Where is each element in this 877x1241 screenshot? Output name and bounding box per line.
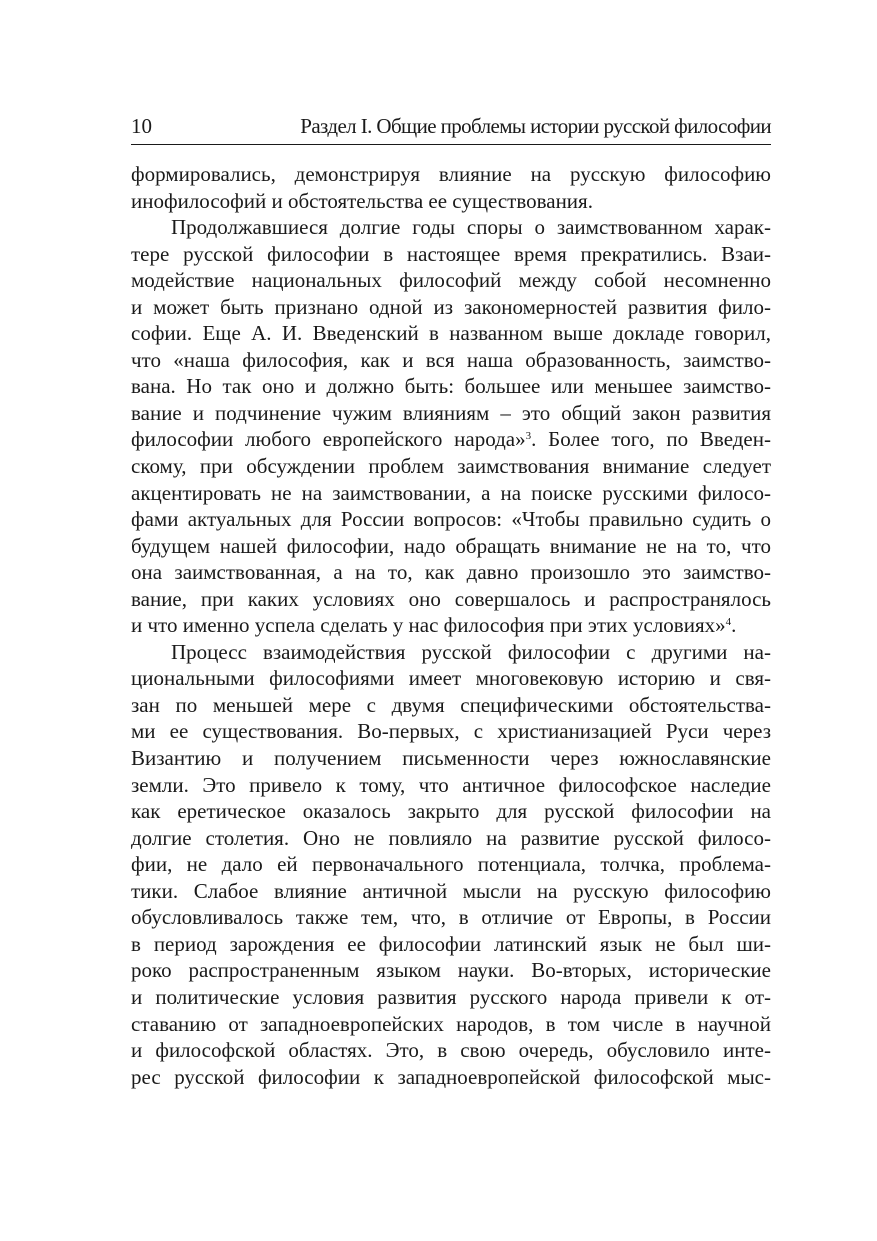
text-line: в период зарождения ее философии латинский язык не был ши- [131, 931, 771, 956]
text-line: и философской областях. Это, в свою очередь, обусловило инте- [131, 1038, 771, 1063]
text-line: тики. Слабое влияние античной мысли на русскую философию [131, 878, 771, 903]
text-line: и может быть признано одной из закономерностей развития фило- [131, 294, 771, 319]
text-fragment: и что именно успела сделать у нас философия при этих условиях» [131, 613, 726, 638]
text-line: модействие национальных философий между собой несомненно [131, 268, 771, 293]
text-line [131, 426, 771, 453]
book-page [131, 108, 771, 1090]
text-line: как еретическое оказалось закрыто для русской философии на [131, 799, 771, 824]
text-line: Византию и получением письменности через южнославянские [131, 746, 771, 771]
text-line [131, 612, 771, 639]
paragraph [131, 161, 771, 214]
running-header [131, 108, 771, 145]
text-fragment: философии любого европейского народа» [131, 427, 526, 452]
section-title: Раздел I. Общие проблемы истории русской философии [300, 114, 771, 138]
body-text [131, 161, 771, 1090]
text-line: тере русской философии в настоящее время прекратились. Взаи- [131, 241, 771, 266]
paragraph [131, 639, 771, 1090]
text-fragment: . [731, 613, 737, 638]
text-line: зан по меньшей мере с двумя специфическими обстоятельства- [131, 692, 771, 717]
text-line: обусловливалось также тем, что, в отличие от Европы, в России [131, 905, 771, 930]
text-line: земли. Это привело к тому, что античное философское наследие [131, 772, 771, 797]
text-line: акцентировать не на заимствовании, а на поиске русскими филосо- [131, 480, 771, 505]
text-line: формировались, демонстрируя влияние на русскую философию [131, 162, 771, 186]
paragraph [131, 214, 771, 639]
text-line: вание и подчинение чужим влияниям – это общий закон развития [131, 400, 771, 425]
text-line: рес русской философии к западноевропейской философской мыс- [131, 1064, 771, 1089]
text-line: циональными философиями имеет многовековую историю и свя- [131, 666, 771, 691]
text-line: Продолжавшиеся долгие годы споры о заимствованном харак- [171, 215, 771, 240]
text-line: инофилософий и обстоятельства ее существования. [131, 188, 593, 213]
text-line: роко распространенным языком науки. Во-вторых, исторические [131, 958, 771, 983]
text-line: ставанию от западноевропейских народов, в том числе в научной [131, 1011, 771, 1036]
text-line: и политические условия развития русского народа привели к от- [131, 984, 771, 1009]
text-line: Процесс взаимодействия русской философии с другими на- [171, 639, 771, 664]
text-line: софии. Еще А. И. Введенский в названном выше докладе говорил, [131, 321, 771, 346]
text-fragment: . Более того, по Введен- [531, 427, 771, 452]
text-line: фами актуальных для России вопросов: «Чтобы правильно судить о [131, 507, 771, 532]
footnote-ref: 3 [525, 430, 532, 443]
text-line: что «наша философия, как и вся наша образованность, заимство- [131, 347, 771, 372]
text-line: фии, не дало ей первоначального потенциала, толчка, проблема- [131, 852, 771, 877]
text-line: вана. Но так оно и должно быть: большее или меньшее заимство- [131, 374, 771, 399]
text-line: она заимствованная, а на то, как давно произошло это заимство- [131, 560, 771, 585]
text-line: будущем нашей философии, надо обращать внимание не на то, что [131, 533, 771, 558]
text-line: скому, при обсуждении проблем заимствования внимание следует [131, 454, 771, 479]
text-line: вание, при каких условиях оно совершалось и распространялось [131, 586, 771, 611]
text-line: ми ее существования. Во-первых, с христианизацией Руси через [131, 719, 771, 744]
page-number: 10 [131, 114, 152, 138]
footnote-ref: 4 [725, 616, 732, 629]
text-line: долгие столетия. Оно не повлияло на развитие русской филосо- [131, 825, 771, 850]
